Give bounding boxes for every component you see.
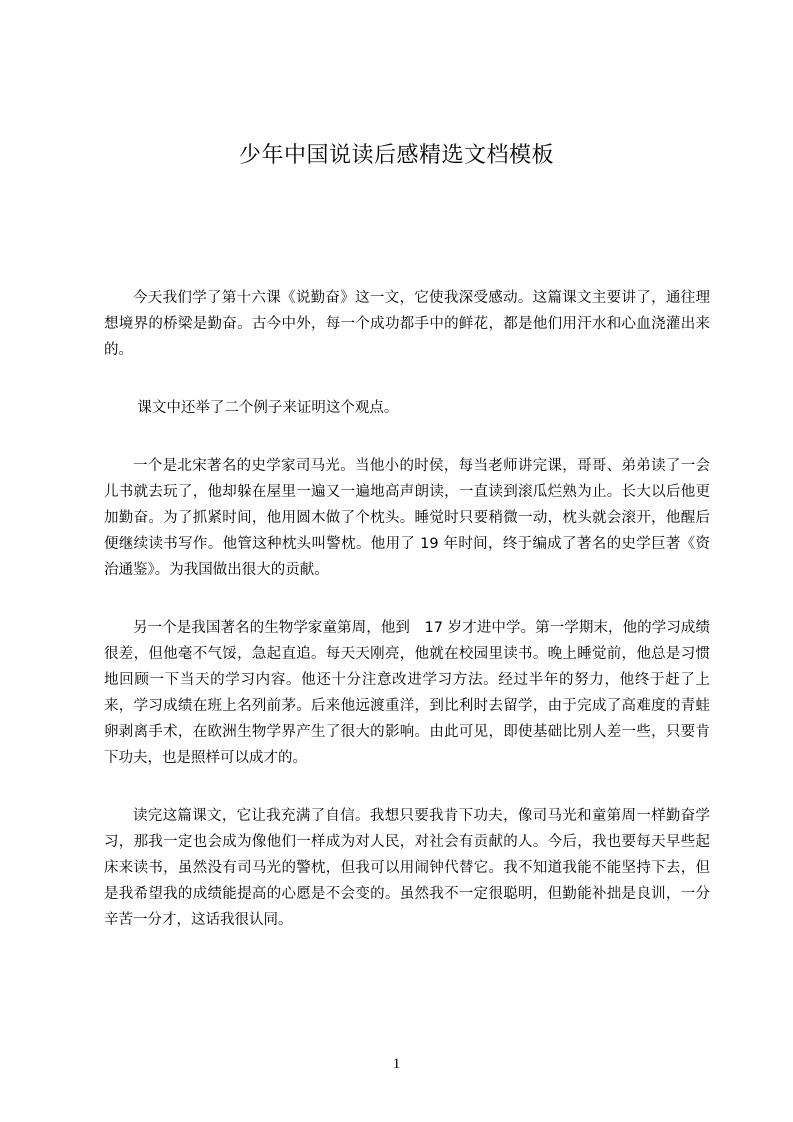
document-body	[104, 285, 710, 965]
paragraph-conclusion: 读完这篇课文，它让我充满了自信。我想只要我肯下功夫，像司马光和童第周一样勤奋学习，那我一定也会成为像他们一样成为对人民，对社会有贡献的人。今后，我也要每天早些起床来读书，虽然没有司马光的警枕，但我可以用闹钟代替它。我不知道我能不能坚持下去，但是我希望我的成绩能提高的心愿是不会变的。虽然我不一定很聪明，但勤能补拙是良训，一分辛苦一分才，这话我很认同。	[104, 808, 710, 928]
paragraph-tong-dizhou: 另一个是我国著名的生物学家童第周，他到 17 岁才进中学。第一学期末，他的学习成绩很差，但他毫不气馁，急起直追。每天天刚亮，他就在校园里读书。晚上睡觉前，他总是习惯地回顾一下当天的学习内容。他还十分注意改进学习方法。经过半年的努力，他终于赶了上来，学习成绩在班上名列前茅。后来他远渡重洋，到比利时去留学，由于完成了高难度的青蛙卵剥离手术，在欧洲生物学界产生了很大的影响。由此可见，即使基础比别人差一些，只要肯下功夫，也是照样可以成才的。	[104, 620, 710, 766]
page-number: 1	[392, 1056, 401, 1072]
paragraph-sima-guang: 一个是北宋著名的史学家司马光。当他小的时侯，每当老师讲完课，哥哥、弟弟读了一会儿书就去玩了，他却躲在屋里一遍又一遍地高声朗读，一直读到滚瓜烂熟为止。长大以后他更加勤奋。为了抓紧时间，他用圆木做了个枕头。睡觉时只要稍微一动，枕头就会滚开，他醒后便继续读书写作。他管这种枕头叫警枕。他用了 19 年时间，终于编成了著名的史学巨著《资治通鉴》。为我国做出很大的贡献。	[104, 458, 710, 578]
paragraph-intro: 今天我们学了第十六课《说勤奋》这一文，它使我深受感动。这篇课文主要讲了，通往理想境界的桥梁是勤奋。古今中外，每一个成功都手中的鲜花，都是他们用汗水和心血浇灌出来的。	[104, 290, 710, 358]
paragraph-examples-intro: 课文中还举了二个例子来证明这个观点。	[137, 400, 399, 416]
page-title: 少年中国说读后感精选文档模板	[238, 143, 554, 168]
